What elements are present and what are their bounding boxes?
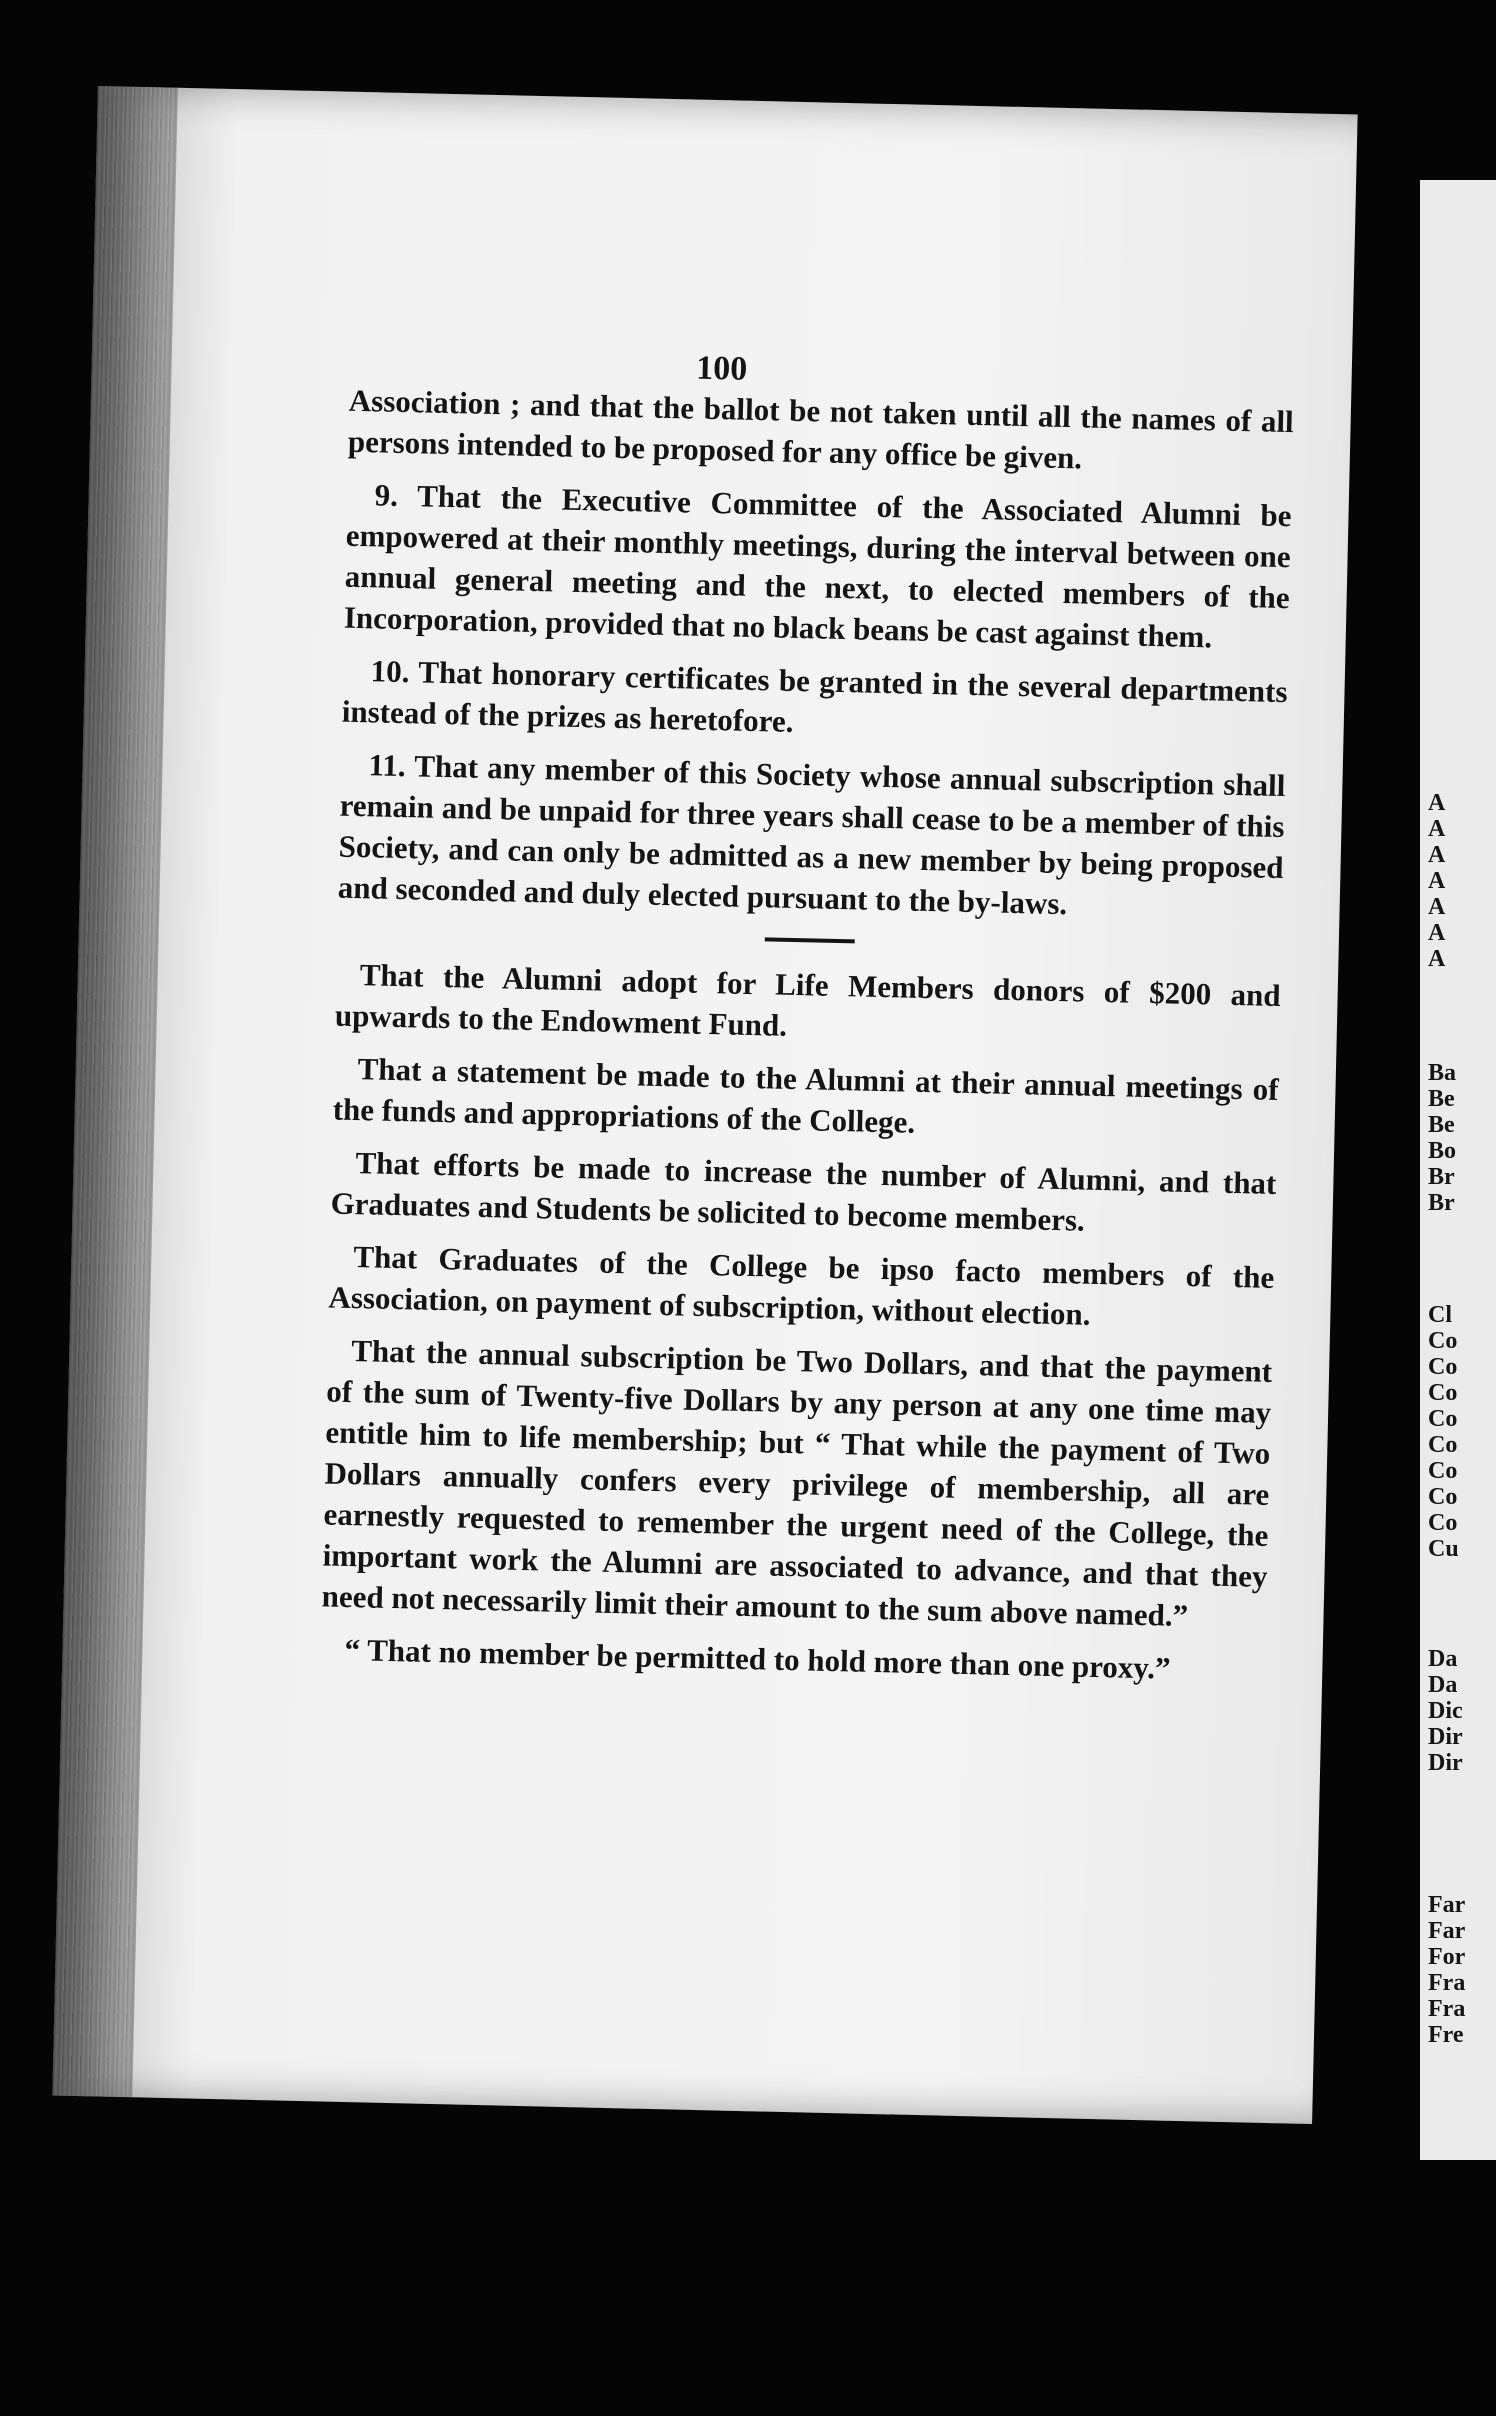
resolution-ipso-facto: That Graduates of the College be ipso facto members of the Association, on payment of subscription, without election. [328, 1239, 1275, 1332]
facing-page-fragment: Co [1428, 1432, 1458, 1458]
page-number: 100 [695, 349, 748, 388]
resolution-statement: That a statement be made to the Alumni at their annual meetings of the funds and appropriations of the College. [332, 1051, 1279, 1140]
paragraph-item-9: 9. That the Executive Committee of the Associated Alumni be empowered at their monthly meetings, during the interval between one annual general meeting and the next, to elected members of the Incorporation, provided that no black beans be cast against them. [343, 477, 1292, 655]
facing-page-fragment: A [1428, 868, 1446, 894]
facing-page-fragment: Da [1428, 1672, 1458, 1698]
page-body [320, 380, 1294, 1703]
facing-page-fragment: Cu [1428, 1536, 1459, 1562]
facing-page-fragment: Be [1428, 1112, 1455, 1138]
facing-page-fragment: A [1428, 842, 1446, 868]
facing-page-fragment: Co [1428, 1380, 1458, 1406]
facing-page-fragment: A [1428, 894, 1446, 920]
facing-page-fragment: Co [1428, 1406, 1458, 1432]
facing-page-fragment: Far [1428, 1892, 1466, 1918]
paragraph-item-10: 10. That honorary certificates be granted in the several departments instead of the prizes as heretofore. [341, 653, 1288, 739]
facing-page-fragment: Ba [1428, 1060, 1457, 1086]
facing-page-fragment: A [1428, 946, 1446, 972]
facing-page-fragment: Br [1428, 1164, 1455, 1190]
facing-page-fragment: Fre [1428, 2022, 1464, 2048]
facing-page-fragment: Br [1428, 1190, 1455, 1216]
book-page [52, 86, 1357, 2124]
facing-page-fragment: Co [1428, 1328, 1458, 1354]
facing-page-fragment: A [1428, 790, 1446, 816]
paragraph-item-11: 11. That any member of this Society whose annual subscription shall remain and be unpaid for three years shall cease to be a member of this Society, and can only be admitted as a new member by being proposed and seconded and duly elected pursuant to the by-laws. [337, 747, 1286, 922]
resolution-subscription: That the annual subscription be Two Dollars, and that the payment of the sum of Twenty-five Dollars by any person at any one time may entitle him to life membership; but “ That while the payment of Two Dollars annually confers every privilege of membership, all are earnestly requested to remember the urgent need of the College, the important work the Alumni are associated to advance, and that they need not necessarily limit their amount to the sum above named.” [321, 1333, 1273, 1634]
facing-page-fragment: Cl [1428, 1302, 1452, 1328]
facing-page-fragment: Fra [1428, 1996, 1466, 2022]
facing-page-fragment: Da [1428, 1646, 1458, 1672]
facing-page-fragment: Dir [1428, 1750, 1463, 1776]
resolution-life-members: That the Alumni adopt for Life Members donors of $200 and upwards to the Endowment Fund. [334, 957, 1282, 1043]
facing-page-fragment: Co [1428, 1458, 1458, 1484]
paragraph-continuation: Association ; and that the ballot be not taken until all the names of all persons intended to be proposed for any office be given. [347, 382, 1295, 476]
facing-page-fragment: Co [1428, 1354, 1458, 1380]
section-divider [764, 937, 854, 943]
facing-page-edge [1420, 180, 1496, 2160]
facing-page-fragment: Be [1428, 1086, 1455, 1112]
resolution-increase-alumni: That efforts be made to increase the number of Alumni, and that Graduates and Students be solicited to become members. [330, 1145, 1277, 1238]
facing-page-fragment: Bo [1428, 1138, 1457, 1164]
facing-page-fragment: Far [1428, 1918, 1466, 1944]
facing-page-fragment: Dic [1428, 1698, 1463, 1724]
facing-page-fragment: A [1428, 920, 1446, 946]
facing-page-fragment: Co [1428, 1484, 1458, 1510]
facing-page-fragment: Fra [1428, 1970, 1466, 1996]
facing-page-fragment: For [1428, 1944, 1466, 1970]
page-gutter [52, 86, 178, 2097]
facing-page-fragment: Dir [1428, 1724, 1463, 1750]
resolution-proxy: “ That no member be permitted to hold more than one proxy.” [344, 1631, 1171, 1686]
facing-page-fragment: A [1428, 816, 1446, 842]
facing-page-fragment: Co [1428, 1510, 1458, 1536]
